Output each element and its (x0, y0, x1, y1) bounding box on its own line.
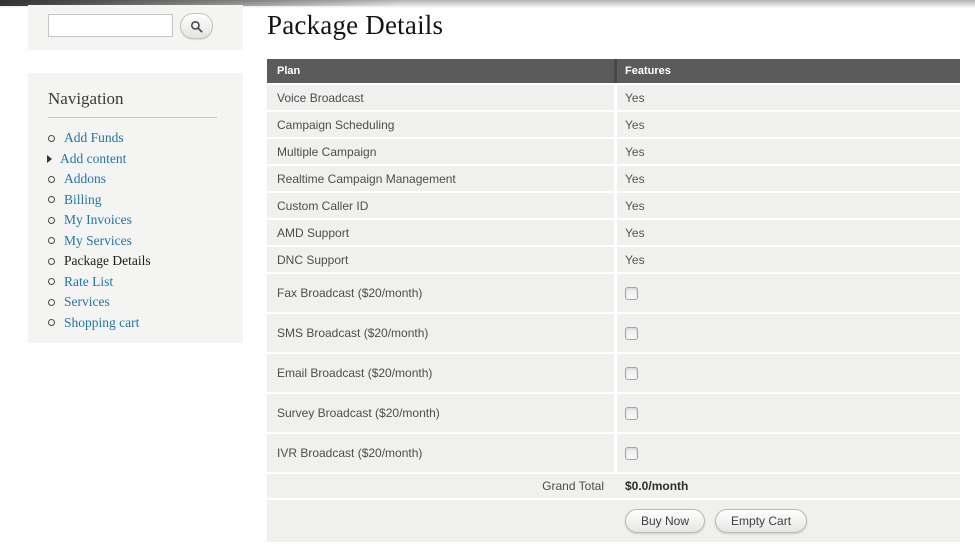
search-block (28, 5, 243, 50)
sidebar-item-add-funds[interactable]: Add Funds (64, 130, 124, 146)
feature-value: Yes (625, 90, 645, 105)
plan-label: Voice Broadcast (277, 90, 364, 105)
bullet-icon (48, 258, 55, 265)
bullet-icon (48, 299, 55, 306)
sidebar-item-shopping-cart[interactable]: Shopping cart (64, 314, 140, 330)
sidebar-item-my-invoices[interactable]: My Invoices (64, 212, 132, 228)
package-table (267, 59, 960, 542)
plan-label: SMS Broadcast ($20/month) (277, 326, 429, 340)
nav-item (48, 272, 243, 293)
table-row (267, 314, 960, 352)
nav-item (48, 190, 243, 211)
grand-total-row (267, 474, 960, 498)
feature-checkbox[interactable] (625, 447, 638, 460)
plan-label: AMD Support (277, 225, 350, 240)
plan-label: Custom Caller ID (277, 198, 369, 213)
plan-label: Email Broadcast ($20/month) (277, 366, 433, 380)
bullet-icon (48, 135, 55, 142)
sidebar-item-my-services[interactable]: My Services (64, 232, 132, 248)
table-row (267, 112, 960, 137)
bullet-icon (48, 278, 55, 285)
sidebar-item-package-details[interactable]: Package Details (64, 253, 151, 269)
nav-item (48, 169, 243, 190)
table-row (267, 274, 960, 312)
expand-arrow-icon (47, 155, 52, 163)
nav-item (48, 251, 243, 272)
column-header-plan: Plan (277, 65, 301, 77)
nav-item (48, 210, 243, 231)
action-buttons (614, 500, 960, 542)
plan-label: Fax Broadcast ($20/month) (277, 286, 423, 300)
feature-checkbox[interactable] (625, 367, 638, 380)
navigation-block (28, 73, 243, 343)
feature-value: Yes (625, 225, 645, 240)
main-content (267, 0, 960, 528)
feature-checkbox[interactable] (625, 287, 638, 300)
feature-value: Yes (625, 171, 645, 186)
table-row (267, 166, 960, 191)
buy-now-button[interactable]: Buy Now (625, 509, 705, 533)
feature-value: Yes (625, 198, 645, 213)
grand-total-value: $0.0/month (625, 479, 689, 493)
empty-cart-button[interactable]: Empty Cart (715, 509, 807, 533)
sidebar-item-add-content[interactable]: Add content (60, 150, 127, 166)
sidebar-item-billing[interactable]: Billing (64, 191, 102, 207)
plan-label: Multiple Campaign (277, 144, 377, 159)
plan-label: Realtime Campaign Management (277, 171, 456, 186)
nav-item (48, 292, 243, 313)
feature-checkbox[interactable] (625, 407, 638, 420)
navigation-title: Navigation (48, 89, 124, 108)
feature-value: Yes (625, 144, 645, 159)
nav-item (48, 128, 243, 149)
nav-item (48, 149, 243, 170)
table-row (267, 85, 960, 110)
search-button[interactable] (180, 13, 213, 39)
table-row (267, 354, 960, 392)
page-title: Package Details (267, 10, 444, 40)
bullet-icon (48, 196, 55, 203)
plan-label: Survey Broadcast ($20/month) (277, 406, 440, 420)
sidebar-item-addons[interactable]: Addons (64, 171, 107, 187)
actions-row (267, 500, 960, 542)
bullet-icon (48, 176, 55, 183)
nav-item (48, 313, 243, 334)
navigation-divider (48, 117, 217, 118)
bullet-icon (48, 237, 55, 244)
plan-label: Campaign Scheduling (277, 117, 395, 132)
table-body (267, 85, 960, 472)
sidebar-item-services[interactable]: Services (64, 294, 110, 310)
table-header-row (267, 59, 960, 83)
bullet-icon (48, 319, 55, 326)
nav-item (48, 231, 243, 252)
sidebar-item-rate-list[interactable]: Rate List (64, 273, 114, 289)
table-row (267, 220, 960, 245)
plan-label: IVR Broadcast ($20/month) (277, 446, 423, 460)
table-row (267, 139, 960, 164)
feature-checkbox[interactable] (625, 327, 638, 340)
search-input[interactable] (48, 14, 173, 37)
feature-value: Yes (625, 252, 645, 267)
table-row (267, 434, 960, 472)
table-row (267, 193, 960, 218)
nav-list (28, 128, 243, 333)
column-header-features: Features (614, 59, 960, 83)
table-row (267, 394, 960, 432)
plan-label: DNC Support (277, 252, 349, 267)
actions-spacer (267, 500, 614, 542)
bullet-icon (48, 217, 55, 224)
search-icon (190, 20, 203, 33)
feature-value: Yes (625, 117, 645, 132)
table-row (267, 247, 960, 272)
grand-total-label: Grand Total (542, 479, 604, 493)
